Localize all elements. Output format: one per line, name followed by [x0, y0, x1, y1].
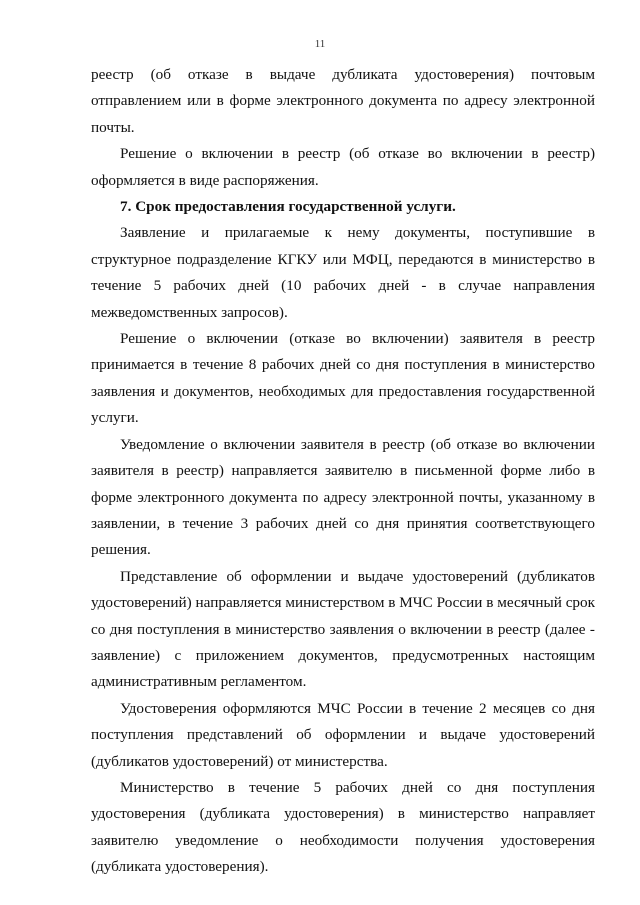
- paragraph-notification: Уведомление о включении заявителя в реестр (об отказе во включении заявителя в реестр) направляется заявителю в письменной форме либо в форме электронного документа по адресу электронной почты, указанному в заявлении, в течение 3 рабочих дней со дня принятия соответствующего решения.: [91, 435, 595, 559]
- section-heading: 7. Срок предоставления государственной услуги.: [120, 198, 456, 216]
- paragraph-certificate-issue: Удостоверения оформляются МЧС России в течение 2 месяцев со дня поступления представлений об оформлении и выдаче удостоверений (дубликатов удостоверений) от министерства.: [91, 699, 595, 770]
- paragraph-application-transfer: Заявление и прилагаемые к нему документы, поступившие в структурное подразделение КГКУ или МФЦ, передаются в министерство в течение 5 рабочих дней (10 рабочих дней - в случае направления межведомственных запросов).: [91, 224, 595, 321]
- paragraph-representation: Представление об оформлении и выдаче удостоверений (дубликатов удостоверений) направляется министерством в МЧС России в месячный срок со дня поступления в министерство заявления о включении в реестр (далее - заявление) с приложением документов, предусмотренных настоящим административным регламентом.: [91, 567, 595, 691]
- page-number: 11: [314, 38, 326, 50]
- document-body: [91, 62, 595, 881]
- paragraph-continuation: реестр (об отказе в выдаче дубликата удостоверения) почтовым отправлением или в форме электронного документа по адресу электронной почты.: [91, 66, 595, 136]
- paragraph-decision-term: Решение о включении (отказе во включении) заявителя в реестр принимается в течение 8 рабочих дней со дня поступления в министерство заявления и документов, необходимых для предоставления государственной услуги.: [91, 330, 595, 427]
- paragraph-decision-form: Решение о включении в реестр (об отказе во включении в реестр) оформляется в виде распоряжения.: [91, 145, 595, 189]
- paragraph-ministry-notice: Министерство в течение 5 рабочих дней со дня поступления удостоверения (дубликата удостоверения) в министерство направляет заявителю уведомление о необходимости получения удостоверения (дубликата удостоверения).: [91, 778, 595, 876]
